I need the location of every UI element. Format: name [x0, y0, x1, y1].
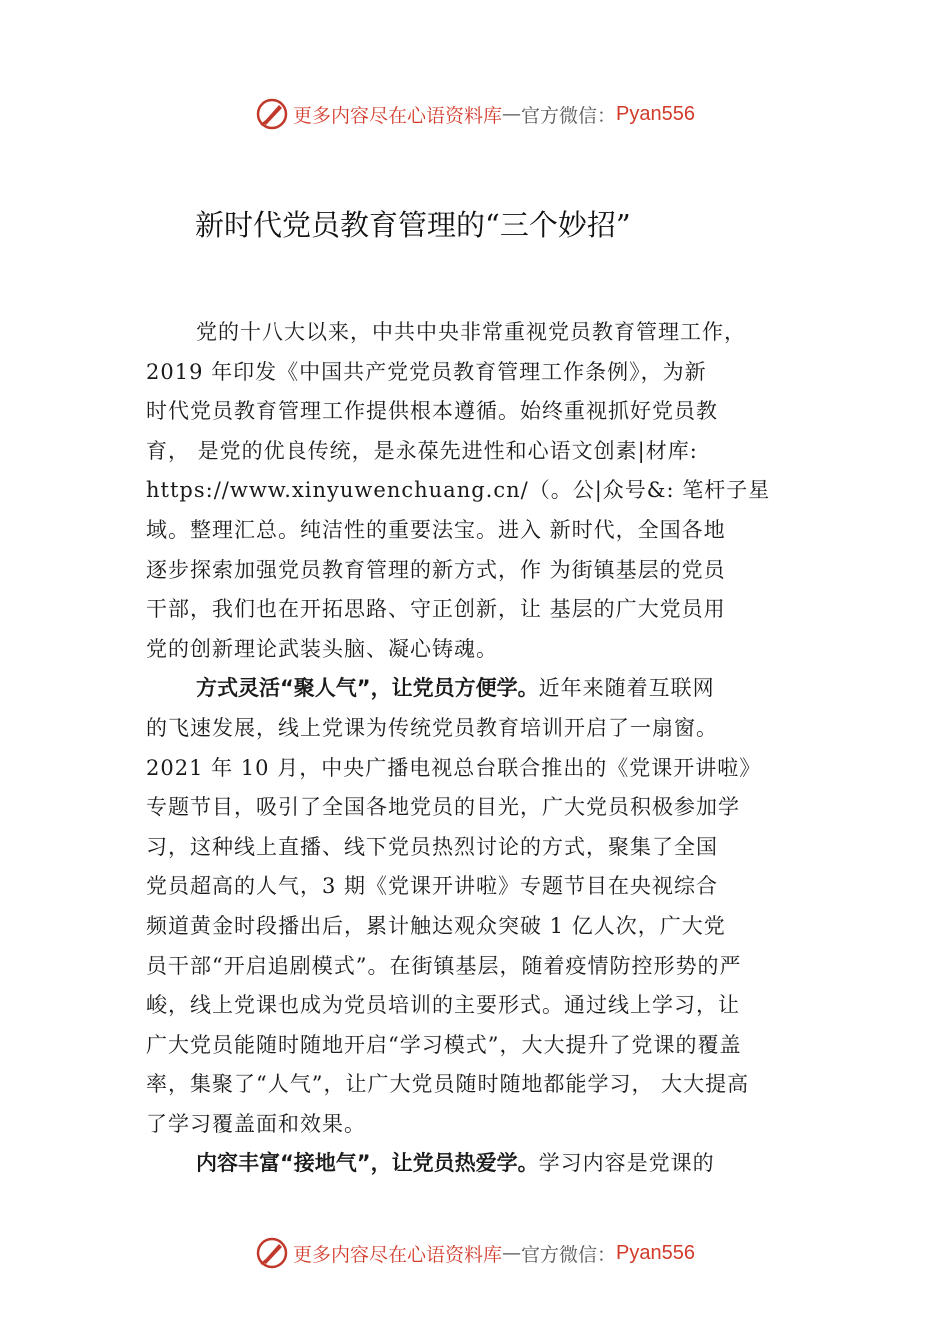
- text-line: 率，集聚了“人气”，让广大党员随时随地都能学习， 大大提高: [146, 1072, 750, 1097]
- text-line: 员干部“开启追剧模式”。在街镇基层，随着疫情防控形势的严: [146, 953, 742, 978]
- text-fragment: 近年来随着互联网: [538, 676, 715, 701]
- text-line: 了学习覆盖面和效果。: [146, 1111, 366, 1136]
- banner-wechat-label: 官方微信：: [521, 1243, 617, 1266]
- banner-separator: —: [502, 103, 522, 125]
- text-line: 育， 是党的优良传统，是永葆先进性和心语文创素|材库:: [146, 438, 698, 463]
- text-line: 峻，线上党课也成为党员培训的主要形式。通过线上学习，让: [146, 993, 740, 1018]
- text-line: 频道黄金时段播出后，累计触达观众突破 1 亿人次，广大党: [146, 913, 726, 938]
- paragraph-intro: [146, 313, 836, 669]
- text-line: 广大党员能随时随地开启“学习模式”，大大提升了党课的覆盖: [146, 1032, 742, 1057]
- footer-banner: [0, 1233, 950, 1273]
- banner-brand: 更多内容尽在心语资料库: [293, 1243, 503, 1266]
- banner-separator: —: [502, 1242, 522, 1264]
- text-line: 党员超高的人气，3 期《党课开讲啦》专题节目在央视综合: [146, 874, 719, 899]
- text-line: [146, 669, 836, 709]
- text-line: 党的十八大以来，中共中央非常重视党员教育管理工作，: [196, 320, 746, 344]
- banner-wechat-id: Pyan556: [616, 102, 695, 125]
- banner-wechat-label: 官方微信：: [521, 104, 617, 127]
- text-line: https://www.xinyuwenchuang.cn/（。公|众号&: 笔杆子星: [146, 478, 771, 503]
- text-line: 党的创新理论武装头脑、凝心铸魂。: [146, 636, 498, 661]
- text-line: [146, 1144, 836, 1184]
- text-line: 域。整理汇总。纯洁性的重要法宝。进入 新时代，全国各地: [146, 517, 726, 542]
- text-line: 干部，我们也在开拓思路、守正创新，让 基层的广大党员用: [146, 597, 726, 622]
- document-title: 新时代党员教育管理的“三个妙招”: [195, 208, 631, 242]
- text-line: 的飞速发展，线上党课为传统党员教育培训开启了一扇窗。: [146, 715, 718, 740]
- text-line: 逐步探索加强党员教育管理的新方式，作 为街镇基层的党员: [146, 557, 726, 582]
- text-line: 习，这种线上直播、线下党员热烈讨论的方式，聚集了全国: [146, 834, 718, 859]
- document-body: [146, 313, 836, 1184]
- paragraph-rich-content: [146, 1144, 836, 1184]
- text-line: 时代党员教育管理工作提供根本遵循。始终重视抓好党员教: [146, 399, 718, 424]
- quill-logo-icon: [255, 1236, 289, 1270]
- banner-wechat-id: Pyan556: [616, 1241, 695, 1264]
- header-banner: [0, 94, 950, 134]
- text-fragment: 学习内容是党课的: [538, 1151, 715, 1176]
- text-line: 专题节目，吸引了全国各地党员的目光，广大党员积极参加学: [146, 795, 740, 820]
- section-heading-1: 方式灵活“聚人气”，让党员方便学。: [196, 676, 539, 701]
- text-line: 2019 年印发《中国共产党党员教育管理工作条例》，为新: [146, 359, 707, 384]
- quill-logo-icon: [255, 97, 289, 131]
- text-line: 2021 年 10 月，中央广播电视总台联合推出的《党课开讲啦》: [146, 755, 762, 780]
- paragraph-flexible-methods: [146, 669, 836, 1144]
- banner-brand: 更多内容尽在心语资料库: [293, 104, 503, 127]
- section-heading-2: 内容丰富“接地气”，让党员热爱学。: [196, 1151, 539, 1176]
